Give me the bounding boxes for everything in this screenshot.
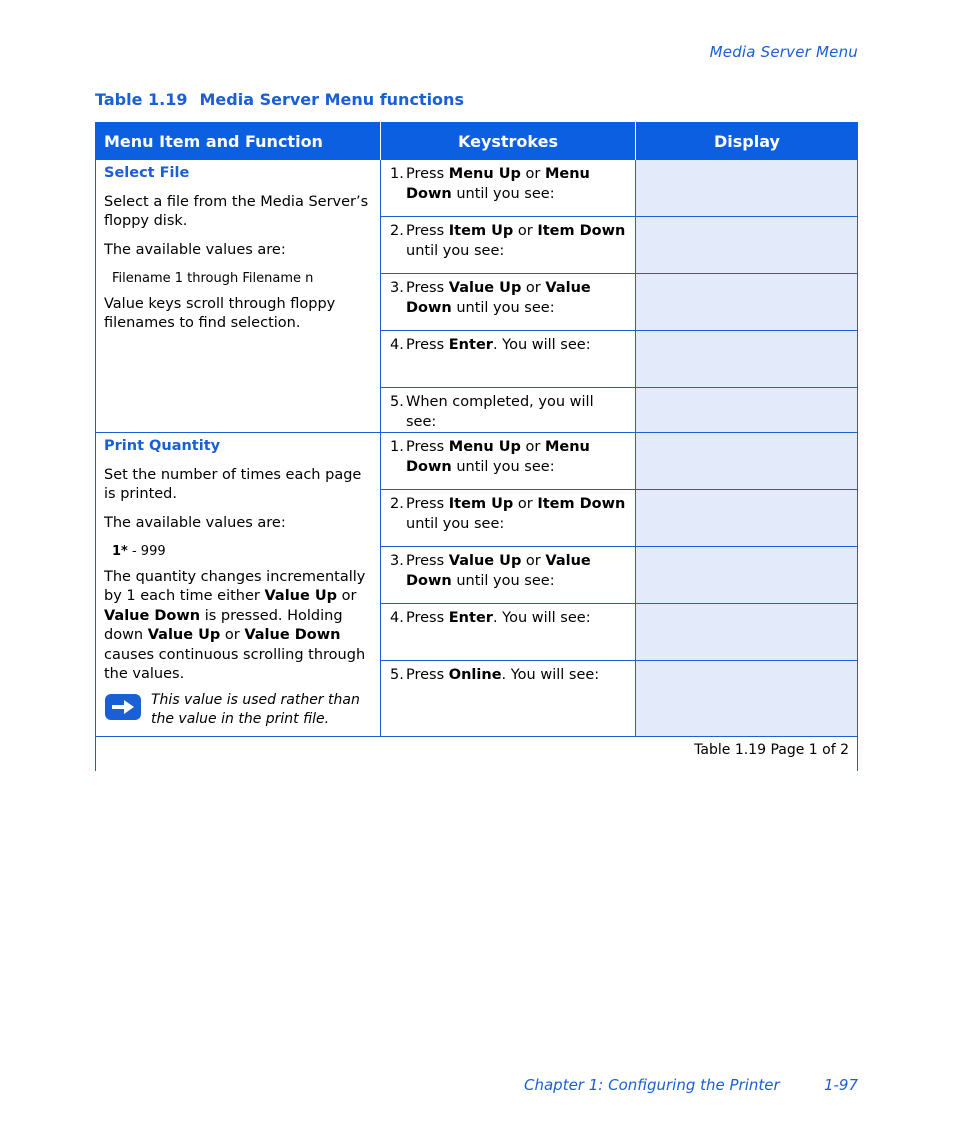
step-number: 1. (390, 439, 404, 455)
keystroke-cell (381, 217, 636, 273)
step-number: 3. (390, 280, 404, 296)
step-number: 3. (390, 553, 404, 569)
step-row (381, 388, 857, 432)
keystroke-cell (381, 433, 636, 489)
values-intro: The available values are: (104, 514, 286, 531)
display-cell (636, 217, 857, 273)
menu-item-description: Set the number of times each page is printed. (104, 466, 362, 502)
step-number: 1. (390, 166, 404, 182)
table-row-print-quantity (95, 433, 858, 737)
step-text: Press Item Up or Item Down until you see: (406, 496, 626, 532)
step-text: When completed, you will see: (406, 394, 594, 430)
step-row (381, 433, 857, 490)
keystroke-cell (381, 388, 636, 432)
menu-item-description: Select a file from the Media Server’s floppy disk. (104, 193, 369, 229)
step-text: Press Online. You will see: (406, 667, 600, 683)
keystroke-cell (381, 661, 636, 736)
step-row (381, 547, 857, 604)
display-cell (636, 547, 857, 603)
step-row (381, 160, 857, 217)
table-header (95, 122, 858, 160)
step-text: Press Value Up or Value Down until you see: (406, 553, 591, 589)
values-range: 1* - 999 (112, 544, 166, 559)
keystroke-cell (381, 604, 636, 660)
step-number: 4. (390, 610, 404, 626)
step-row (381, 661, 857, 736)
step-number: 2. (390, 496, 404, 512)
display-cell (636, 388, 857, 432)
step-row (381, 331, 857, 388)
keystroke-cell (381, 160, 636, 216)
step-row (381, 274, 857, 331)
page-number: 1-97 (823, 1076, 858, 1094)
display-cell (636, 274, 857, 330)
step-text: Press Enter. You will see: (406, 610, 591, 626)
caption-number: Table 1.19 (95, 90, 188, 109)
table-caption (95, 90, 464, 109)
display-cell (636, 160, 857, 216)
menu-item-cell (96, 160, 381, 432)
menu-item-title: Select File (104, 165, 190, 181)
note-text: This value is used rather than the value in the print file. (151, 691, 360, 727)
steps-column (381, 160, 857, 432)
table-footer-row (95, 737, 858, 771)
display-cell (636, 490, 857, 546)
step-text: Press Item Up or Item Down until you see: (406, 223, 626, 259)
display-cell (636, 661, 857, 736)
display-cell (636, 433, 857, 489)
chapter-footer: Chapter 1: Configuring the Printer (524, 1076, 780, 1094)
step-text: Press Menu Up or Menu Down until you see: (406, 166, 590, 202)
running-header: Media Server Menu (709, 43, 858, 61)
step-text: Press Enter. You will see: (406, 337, 591, 353)
display-cell (636, 604, 857, 660)
column-header-keystrokes: Keystrokes (381, 122, 636, 160)
steps-column (381, 433, 857, 736)
step-row (381, 217, 857, 274)
step-number: 5. (390, 394, 404, 410)
keystroke-cell (381, 274, 636, 330)
step-text: Press Value Up or Value Down until you see: (406, 280, 591, 316)
keystroke-cell (381, 490, 636, 546)
keystroke-cell (381, 547, 636, 603)
table-row-select-file (95, 160, 858, 433)
caption-title: Media Server Menu functions (199, 90, 464, 109)
display-cell (636, 331, 857, 387)
column-header-menu-item: Menu Item and Function (95, 122, 381, 160)
media-server-table (95, 122, 858, 771)
values-range: Filename 1 through Filename n (112, 271, 314, 286)
menu-item-title: Print Quantity (104, 438, 221, 454)
pointing-hand-icon (104, 692, 142, 729)
values-intro: The available values are: (104, 241, 286, 258)
step-text: Press Menu Up or Menu Down until you see: (406, 439, 590, 475)
menu-item-cell (96, 433, 381, 736)
step-row (381, 490, 857, 547)
keystroke-cell (381, 331, 636, 387)
menu-item-extra: Value keys scroll through floppy filenames to find selection. (104, 295, 336, 331)
step-number: 2. (390, 223, 404, 239)
table-page-label: Table 1.19 Page 1 of 2 (694, 741, 849, 758)
column-header-display: Display (714, 131, 780, 151)
note (104, 691, 372, 730)
step-number: 4. (390, 337, 404, 353)
step-row (381, 604, 857, 661)
menu-item-extra: The quantity changes incrementally by 1 each time either Value Up or Value Down is pressed. Holding down Value Up or Value Down causes continuous scrolling through the values. (104, 568, 366, 682)
step-number: 5. (390, 667, 404, 683)
